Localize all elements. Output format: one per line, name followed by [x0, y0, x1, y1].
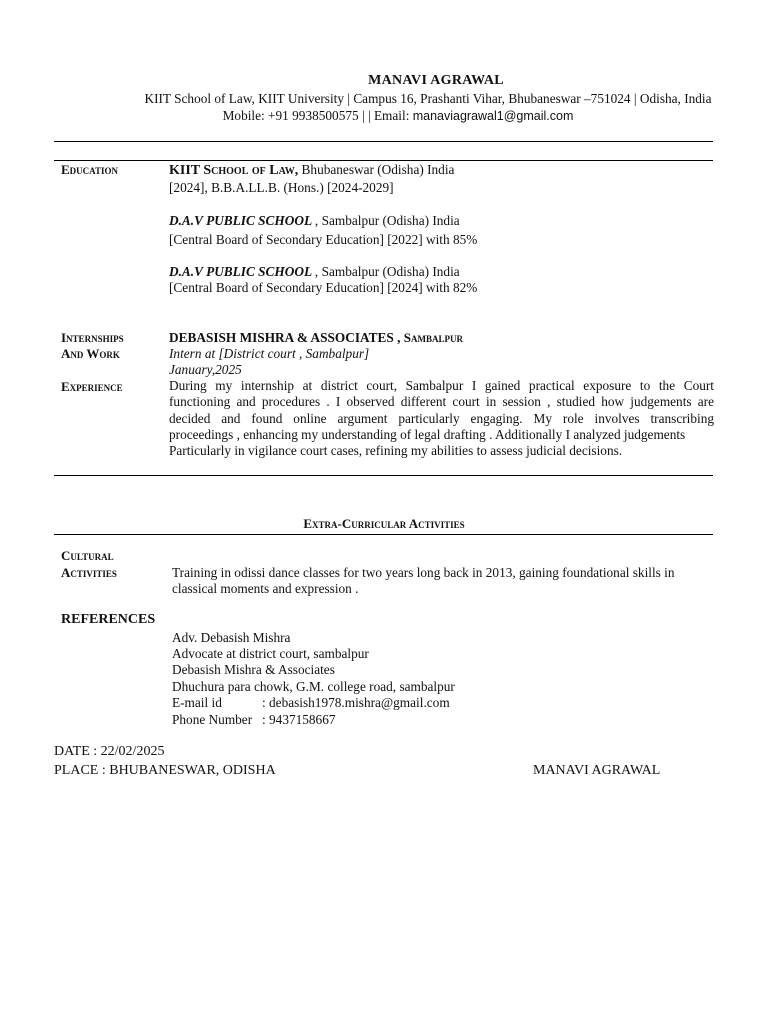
education-label: Education: [61, 162, 119, 177]
education-entry-title: [169, 162, 454, 179]
internship-description: [169, 378, 714, 459]
reference-line: Dhuchura para chowk, G.M. college road, sambalpur: [172, 679, 455, 694]
education-entry-title: [169, 264, 460, 280]
description-line: functioning and procedures . I observed different court in session , studied how judgements are: [169, 394, 714, 410]
reference-line: Adv. Debasish Mishra: [172, 630, 291, 645]
org-name: DEBASISH MISHRA & ASSOCIATES ,: [169, 330, 404, 345]
contact-email: manaviagrawal1@gmail.com: [412, 109, 574, 123]
divider: [54, 534, 713, 535]
school-location: , Sambalpur (Odisha) India: [314, 264, 460, 279]
school-location: Bhubaneswar (Odisha) India: [298, 162, 455, 177]
org-place: Sambalpur: [403, 330, 463, 345]
internship-role: Intern at [District court , Sambalpur]: [169, 346, 370, 361]
reference-line: Advocate at district court, sambalpur: [172, 646, 369, 661]
footer-signature: MANAVI AGRAWAL: [533, 763, 661, 778]
contact-mobile: Mobile: +91 9938500575 | | Email:: [222, 108, 413, 123]
internships-label: Internships: [61, 330, 124, 345]
resume-address: KIIT School of Law, KIIT University | Campus 16, Prashanti Vihar, Bhubaneswar –751024 | Odisha, India: [144, 91, 712, 106]
extra-curricular-heading: Extra-Curricular Activities: [303, 516, 465, 531]
school-location: , Sambalpur (Odisha) India: [314, 213, 460, 228]
reference-phone-label: Phone Number: [172, 712, 253, 727]
references-label: REFERENCES: [61, 612, 156, 627]
education-entry-detail: [Central Board of Secondary Education] [2022] with 85%: [169, 232, 478, 247]
cultural-label: Activities: [61, 565, 117, 580]
cultural-label: Cultural: [61, 548, 114, 563]
description-line: proceedings , enhancing my understanding of legal drafting . Additionally I analyzed judgements: [169, 426, 686, 442]
description-line: During my internship at district court, Sambalpur I gained practical exposure to the Court: [169, 378, 714, 393]
footer-date: DATE : 22/02/2025: [54, 744, 165, 759]
description-line: Particularly in vigilance court cases, refining my abilities to assess judicial decisions.: [169, 443, 623, 459]
reference-phone: : 9437158667: [262, 712, 336, 727]
reference-line: Debasish Mishra & Associates: [172, 662, 335, 677]
education-entry-title: [169, 213, 460, 229]
resume-contact: [14, 108, 768, 124]
description-line: decided and found online argument particularly engaging. My role involves transcribing: [169, 410, 714, 426]
education-entry-detail: [2024], B.B.A.LL.B. (Hons.) [2024-2029]: [169, 180, 394, 195]
school-name: D.A.V PUBLIC SCHOOL: [169, 213, 315, 228]
footer-place: PLACE : BHUBANESWAR, ODISHA: [54, 763, 276, 778]
reference-email-label: E-mail id: [172, 695, 222, 710]
cultural-text: classical moments and expression .: [172, 581, 359, 596]
resume-name: MANAVI AGRAWAL: [368, 73, 504, 88]
internship-org: [169, 330, 463, 346]
school-name: KIIT School of Law,: [169, 163, 299, 178]
internships-label: Experience: [61, 379, 123, 394]
divider: [54, 160, 713, 161]
internship-date: January,2025: [169, 362, 242, 377]
education-entry-detail: [Central Board of Secondary Education] [2024] with 82%: [169, 280, 478, 295]
divider: [54, 475, 713, 476]
internships-label: And Work: [61, 346, 120, 361]
cultural-text: Training in odissi dance classes for two years long back in 2013, gaining foundational skills in: [172, 565, 675, 580]
reference-email: : debasish1978.mishra@gmail.com: [262, 695, 450, 710]
school-name: D.A.V PUBLIC SCHOOL: [169, 264, 315, 279]
divider: [54, 141, 713, 142]
